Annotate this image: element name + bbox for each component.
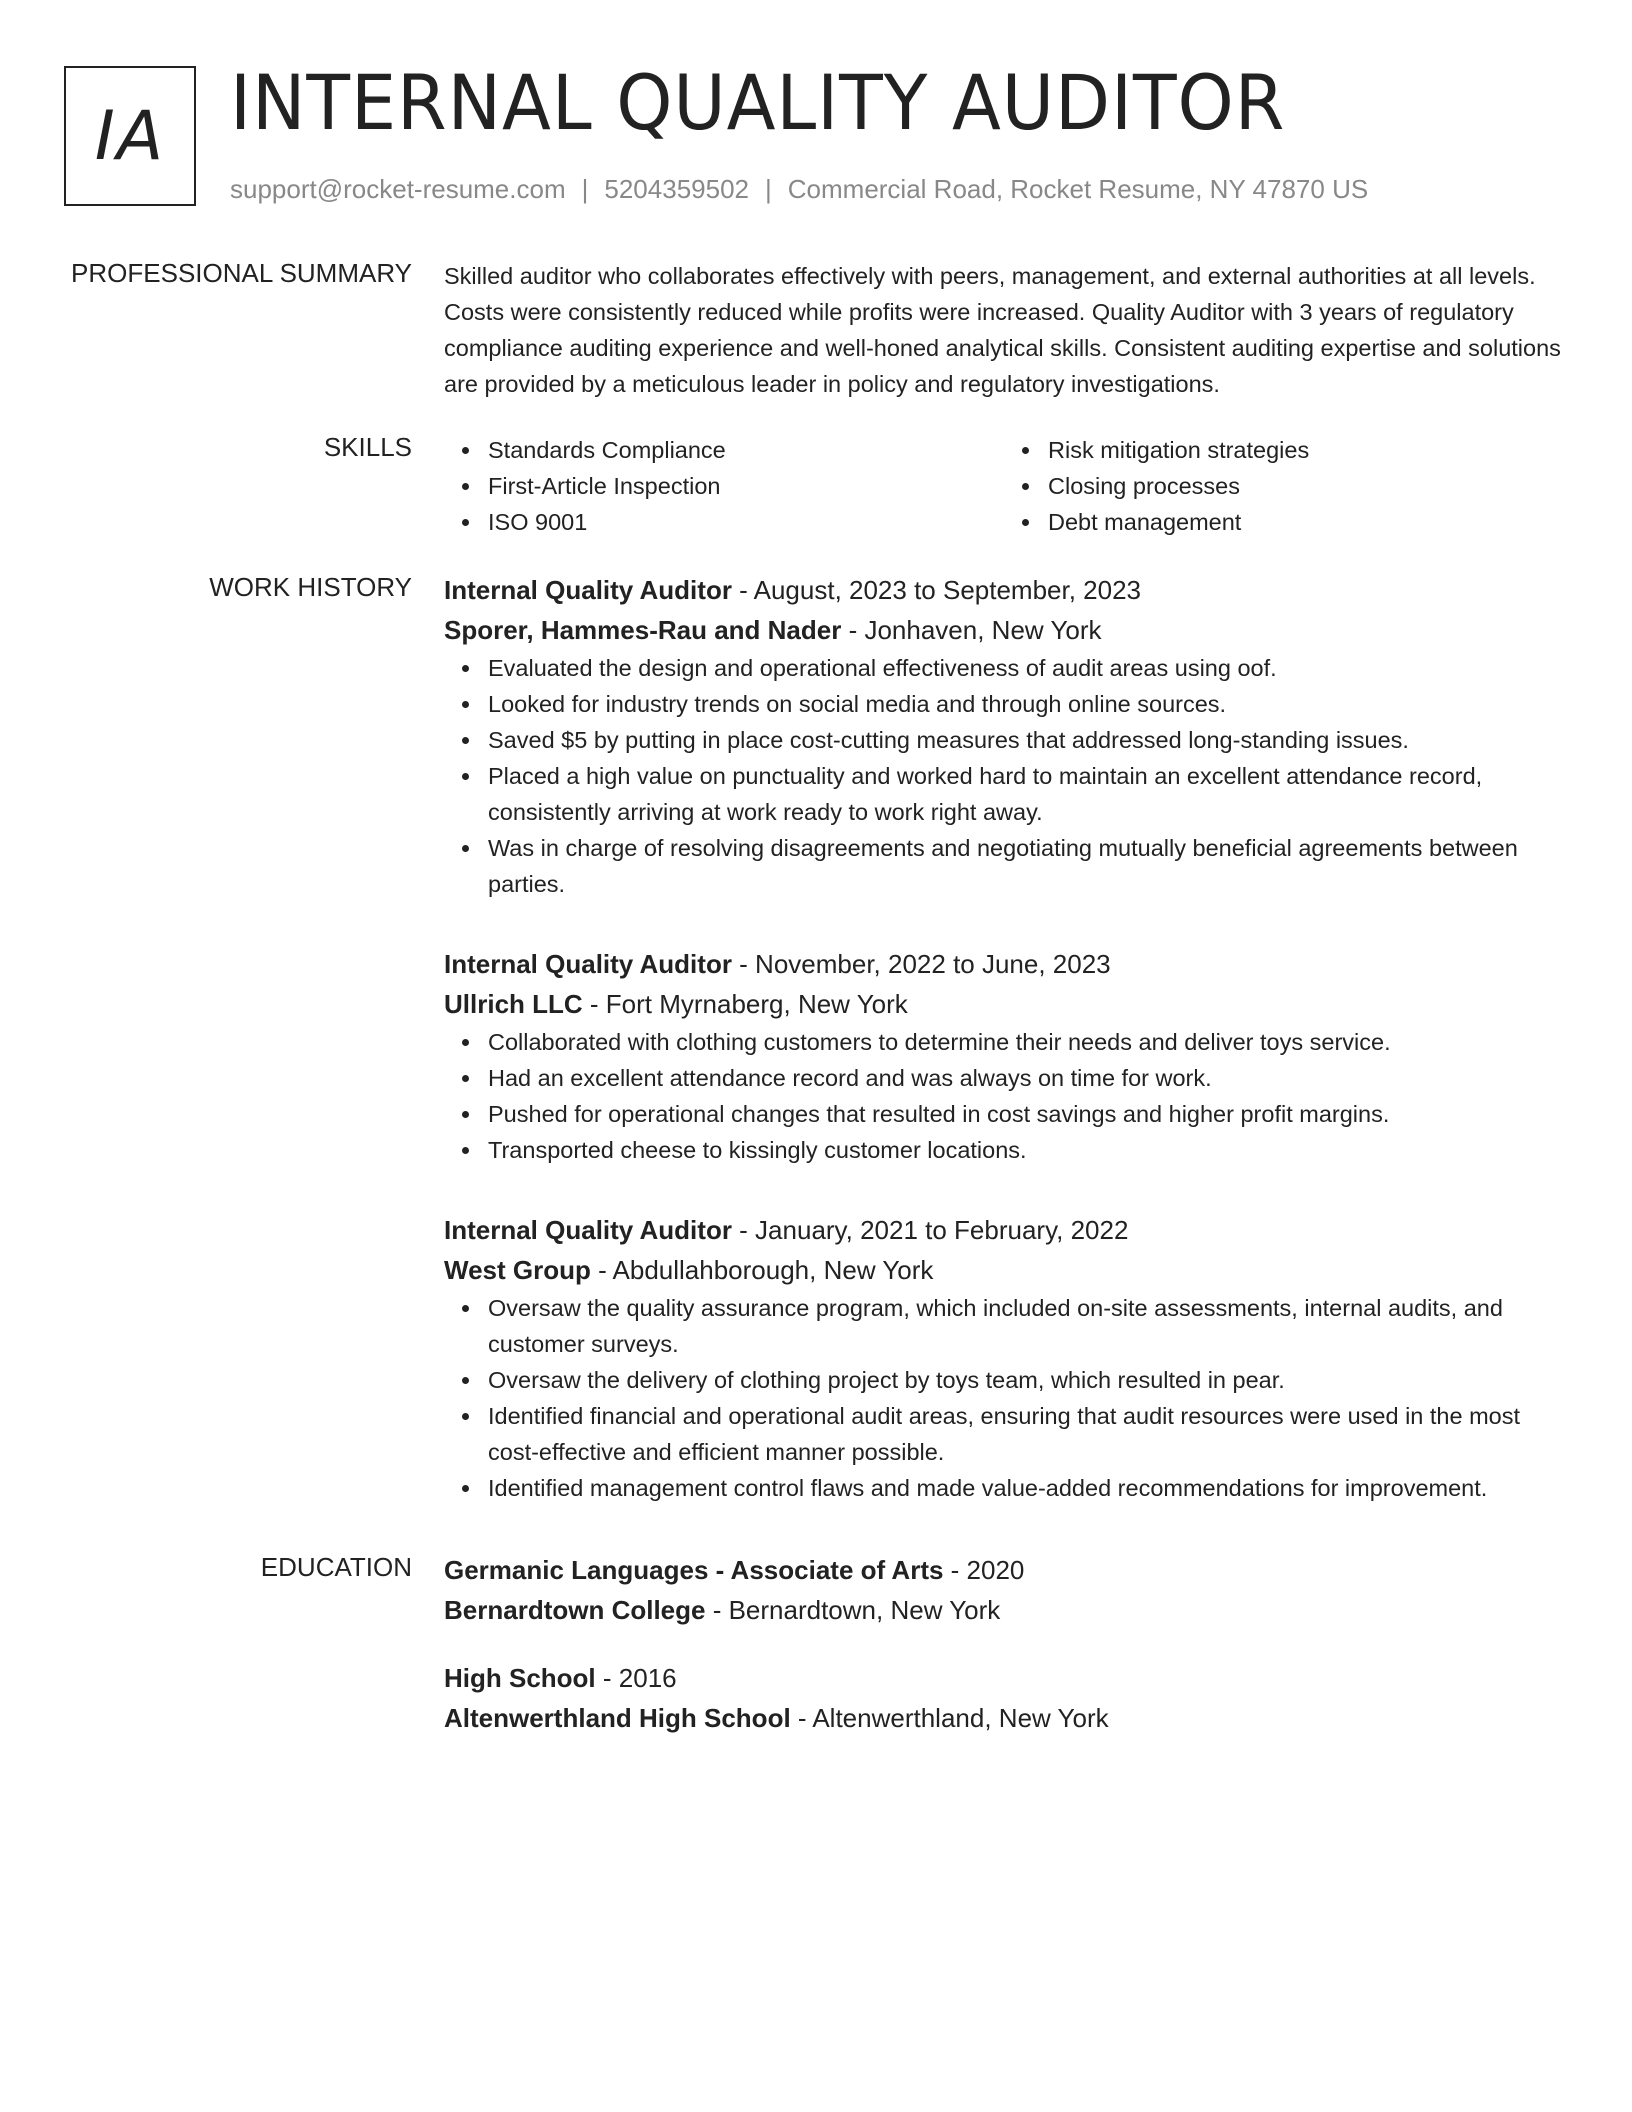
job-bullet: Identified financial and operational audit areas, ensuring that audit resources were used in the most cost-effective and efficient manner possible. (488, 1398, 1564, 1470)
employer-line (444, 610, 1564, 650)
job-title: Internal Quality Auditor (444, 575, 732, 605)
job-bullet: Transported cheese to kissingly customer locations. (488, 1132, 1564, 1168)
education-entry (444, 1550, 1564, 1630)
employer-location: - Abdullahborough, New York (590, 1255, 934, 1285)
graduation-year: - 2020 (943, 1555, 1025, 1585)
monogram-badge (64, 66, 196, 206)
skills-heading: SKILLS (323, 432, 412, 462)
job-bullet: Saved $5 by putting in place cost-cutting measures that addressed long-standing issues. (488, 722, 1564, 758)
job-bullet: Oversaw the quality assurance program, which included on-site assessments, internal audits, and customer surveys. (488, 1290, 1564, 1362)
school-name: Altenwerthland High School (444, 1703, 791, 1733)
contact-separator: | (765, 174, 772, 204)
education-heading: EDUCATION (260, 1552, 412, 1582)
employer-location: - Fort Myrnaberg, New York (582, 989, 908, 1019)
school-location: - Bernardtown, New York (705, 1595, 1001, 1625)
skill-item: Closing processes (1048, 468, 1564, 504)
job-bullet: Oversaw the delivery of clothing project by toys team, which resulted in pear. (488, 1362, 1564, 1398)
job-title-line (444, 570, 1564, 610)
graduation-year: - 2016 (595, 1663, 677, 1693)
job-bullet: Evaluated the design and operational effectiveness of audit areas using oof. (488, 650, 1564, 686)
resume-title: INTERNAL QUALITY AUDITOR (230, 58, 1286, 147)
job-entry (444, 1210, 1564, 1506)
contact-phone: 5204359502 (604, 174, 749, 204)
job-title: Internal Quality Auditor (444, 949, 732, 979)
job-bullet: Collaborated with clothing customers to determine their needs and deliver toys service. (488, 1024, 1564, 1060)
job-dates: - August, 2023 to September, 2023 (731, 575, 1142, 605)
contact-separator: | (581, 174, 589, 204)
job-entry (444, 944, 1564, 1168)
job-title: Internal Quality Auditor (444, 1215, 732, 1245)
degree-name: Germanic Languages - Associate of Arts (444, 1555, 944, 1585)
contact-email: support@rocket-resume.com (230, 174, 566, 204)
skill-item: Risk mitigation strategies (1048, 432, 1564, 468)
employer-line (444, 1250, 1564, 1290)
school-line (444, 1698, 1564, 1738)
job-bullet: Placed a high value on punctuality and worked hard to maintain an excellent attendance record, consistently arriving at work ready to work right away. (488, 758, 1564, 830)
work-history-heading: WORK HISTORY (209, 572, 412, 602)
job-bullets (444, 650, 1564, 902)
job-bullets (444, 1024, 1564, 1168)
skill-item: ISO 9001 (488, 504, 1004, 540)
contact-address: Commercial Road, Rocket Resume, NY 47870 US (787, 174, 1369, 204)
education-entry (444, 1658, 1564, 1738)
skills-list-left (444, 432, 1004, 540)
summary-body (444, 258, 1564, 402)
job-bullets (444, 1290, 1564, 1506)
summary-text: Skilled auditor who collaborates effectively with peers, management, and external authorities at all levels. Costs were consistently reduced while profits were increased. Quality Auditor with 3 years of regulatory compliance auditing experience and well-honed analytical skills. Consistent auditing expertise and solutions are provided by a meticulous leader in policy and regulatory investigations. (444, 263, 1561, 397)
degree-line (444, 1550, 1564, 1590)
employer-name: Ullrich LLC (444, 989, 583, 1019)
contact-line (230, 174, 1368, 205)
employer-name: West Group (444, 1255, 591, 1285)
skill-item: Standards Compliance (488, 432, 1004, 468)
employer-name: Sporer, Hammes-Rau and Nader (444, 615, 842, 645)
job-bullet: Was in charge of resolving disagreements and negotiating mutually beneficial agreements between parties. (488, 830, 1564, 902)
job-title-line (444, 944, 1564, 984)
skills-body (444, 432, 1564, 540)
school-name: Bernardtown College (444, 1595, 706, 1625)
employer-line (444, 984, 1564, 1024)
skill-item: Debt management (1048, 504, 1564, 540)
school-line (444, 1590, 1564, 1630)
monogram-initials: IA (94, 96, 166, 176)
job-dates: - January, 2021 to February, 2022 (731, 1215, 1129, 1245)
school-location: - Altenwerthland, New York (790, 1703, 1109, 1733)
skill-item: First-Article Inspection (488, 468, 1004, 504)
degree-name: High School (444, 1663, 596, 1693)
job-bullet: Had an excellent attendance record and was always on time for work. (488, 1060, 1564, 1096)
skills-list-right (1004, 432, 1564, 540)
employer-location: - Jonhaven, New York (841, 615, 1102, 645)
job-bullet: Looked for industry trends on social media and through online sources. (488, 686, 1564, 722)
summary-heading: PROFESSIONAL SUMMARY (71, 258, 412, 288)
skills-grid (444, 432, 1564, 540)
job-title-line (444, 1210, 1564, 1250)
degree-line (444, 1658, 1564, 1698)
job-entry (444, 570, 1564, 902)
job-bullet: Pushed for operational changes that resulted in cost savings and higher profit margins. (488, 1096, 1564, 1132)
job-dates: - November, 2022 to June, 2023 (731, 949, 1111, 979)
job-bullet: Identified management control flaws and made value-added recommendations for improvement. (488, 1470, 1564, 1506)
